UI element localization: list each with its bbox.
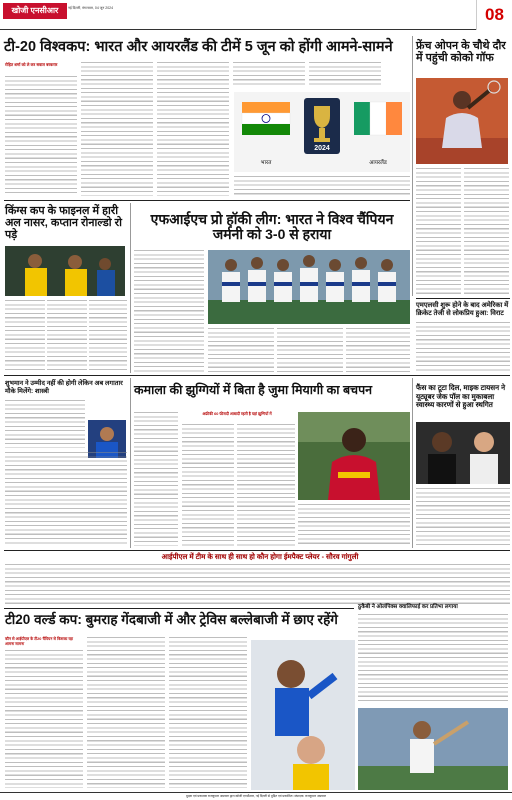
article-body-kings-col1 bbox=[5, 300, 45, 372]
section-divider bbox=[4, 375, 510, 376]
article-body-t20-col3 bbox=[157, 62, 229, 196]
article-body-t20-col6 bbox=[234, 176, 410, 196]
section-divider bbox=[416, 298, 510, 299]
column-divider bbox=[130, 378, 131, 548]
article-body-shubman-col2 bbox=[5, 452, 127, 546]
column-divider bbox=[412, 36, 413, 296]
article-body-t20-col5 bbox=[309, 62, 381, 88]
page-number: 08 bbox=[476, 0, 512, 30]
article-body-bumrah-col2 bbox=[87, 637, 165, 788]
article-body-t20-col4 bbox=[233, 62, 305, 88]
article-body-america bbox=[416, 322, 510, 372]
article-body-french-col1 bbox=[416, 168, 461, 294]
ronaldo-photo bbox=[5, 246, 125, 296]
juma-miyagi-photo bbox=[298, 412, 410, 500]
article-body-t20-col1 bbox=[5, 76, 77, 196]
article-body-olympic-col1 bbox=[358, 614, 508, 704]
flags-trophy-photo bbox=[234, 92, 410, 172]
article-body-ipl bbox=[5, 564, 510, 604]
coco-gauff-photo bbox=[416, 78, 508, 164]
bumrah-head-photo bbox=[251, 640, 355, 790]
headline-america-cricket: एमएलसी शुरू होने के बाद अमेरिका में क्रिकेट तेजी से लोकप्रिय हुआ: विराट bbox=[416, 302, 509, 317]
masthead: खोजी एनसीआर bbox=[3, 3, 67, 19]
headline-kamala: कमाला की झुग्गियों में बिता है जुमा मियागी का बचपन bbox=[134, 383, 373, 397]
article-body-kamala-col3 bbox=[237, 424, 295, 546]
headline-tyson: फैंस का टूटा दिल, माइक टायसन ने यूट्यूबर जेक पॉल का मुकाबला स्वास्थ्य कारणों से हुआ स्थगित bbox=[416, 383, 506, 410]
headline-french-open: फ्रेंच ओपन के चौथे दौर में पहुंची कोको गॉफ bbox=[416, 40, 506, 65]
article-body-fih-col1 bbox=[134, 250, 204, 372]
dateline: नई दिल्ली, मंगलवार, 04 जून 2024 bbox=[68, 6, 114, 10]
headline-olympic: ठुकैबी ने ओलंपिक्स क्वालिफाई कर प्रतिभा लगाया bbox=[358, 604, 458, 610]
headline-fih-pro-league: एफआईएच प्रो हॉकी लीग: भारत ने विश्व चैंपियन जर्मनी को 3-0 से हराया bbox=[150, 211, 394, 243]
page-header bbox=[0, 0, 512, 30]
article-body-kings-col3 bbox=[89, 300, 127, 372]
footer-rule bbox=[0, 792, 512, 793]
section-divider bbox=[4, 550, 510, 551]
article-body-tyson bbox=[416, 488, 510, 546]
article-body-fih-col2 bbox=[208, 328, 274, 372]
headline-kings-cup: किंग्स कप के फाइनल में हारी अल नासर, कप्तान रोनाल्डो रो पड़े bbox=[5, 205, 122, 242]
trophy-year-text: 2024 bbox=[314, 145, 330, 152]
flag-label-ireland: आयरलैंड bbox=[369, 160, 387, 166]
article-body-fih-col3 bbox=[277, 328, 343, 372]
cricket-batter-photo bbox=[358, 708, 508, 790]
kicker-rohit: रोहित शर्मा को ले कर सवाल बरकरार bbox=[5, 62, 58, 67]
headline-shubman: शुभमान ने उम्मीद नहीं की होगी लेकिन अब लगातार मौके मिलेंगे: शास्त्री bbox=[5, 380, 123, 395]
section-divider bbox=[4, 200, 410, 201]
article-body-kamala-col4 bbox=[298, 504, 410, 546]
column-divider bbox=[130, 203, 131, 373]
hockey-team-photo bbox=[208, 250, 410, 324]
flag-label-india: भारत bbox=[260, 160, 272, 166]
kicker-kamala: अफ्रीकी 60 फीसदी आबादी रहती है यहां झुग्गियों में bbox=[202, 412, 272, 416]
article-body-t20-col2 bbox=[81, 62, 153, 196]
column-divider bbox=[412, 378, 413, 548]
tyson-photo bbox=[416, 422, 510, 484]
section-divider bbox=[4, 608, 354, 609]
article-body-kings-col2 bbox=[47, 300, 87, 372]
headline-t20-india-ireland: टी-20 विश्वकप: भारत और आयरलैंड की टीमें 5 जून को होंगी आमने-सामने bbox=[4, 39, 393, 55]
kicker-bumrah: कौन से आईपीएल के टी20 चैंपियन से किसका रहा आमना सामना bbox=[5, 637, 73, 646]
article-body-bumrah-col3 bbox=[169, 637, 247, 788]
article-body-shubman-col1 bbox=[5, 400, 85, 448]
article-body-french-col2 bbox=[464, 168, 509, 294]
article-body-kamala-col1 bbox=[134, 412, 178, 546]
headline-bumrah: टी20 वर्ल्ड कप: बुमराह गेंदबाजी में और ट्रेविस बल्लेबाजी में छाए रहेंगे bbox=[5, 612, 338, 627]
article-body-fih-col4 bbox=[346, 328, 410, 372]
footer-imprint: मुद्रक एवं प्रकाशक राजकुमार अग्रवाल द्वारा खोजी एनसीआर, नई दिल्ली से मुद्रित एवं प्रकाशित। संपादक: राजकुमार अग्रवाल bbox=[186, 794, 326, 798]
article-body-bumrah-col1 bbox=[5, 650, 83, 788]
headline-ipl-ganguly: आईपीएल में टीम के साथ ही साथ हो कौन होगा ईमपैक्ट प्लेयर - सौरव गांगुली bbox=[161, 552, 359, 561]
article-body-kamala-col2 bbox=[182, 424, 234, 546]
